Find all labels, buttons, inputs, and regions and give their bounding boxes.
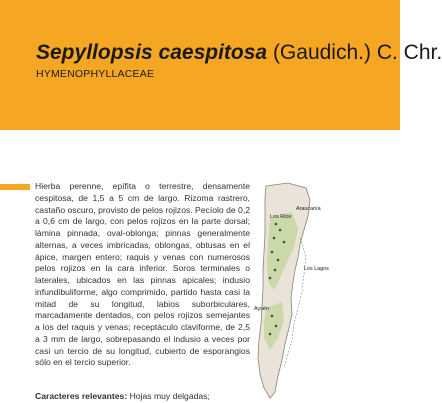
occurrence-dot — [269, 277, 272, 280]
relevant-characters-text: Hojas muy delgadas; — [127, 391, 210, 401]
distribution-map-svg — [248, 178, 358, 400]
occurrence-dot — [271, 251, 274, 254]
occurrence-dot — [275, 325, 278, 328]
region-label-aysen: Aysén — [254, 306, 269, 312]
section-marker — [0, 184, 30, 190]
occurrence-dot — [273, 237, 276, 240]
species-description: Hierba perenne, epífita o terrestre, densamente cespitosa, de 1,5 a 5 cm de largo. Rizoma rastrero, castaño oscuro, provisto de pelos rojizos. Pecíolo de 0,2 a 0,6 cm de largo, con pelos rojizos en la parte dorsal; lámina pinnada, oval-oblonga; pinnas generalmente alternas, a veces imbricadas, oblongas, obtusas en el ápice, margen entero; raquis y venas con numerosos pelos rojizos en la cara inferior. Soros terminales o laterales, ubicados en las pinnas apicales; indusio infundibuliforme, algo comprimido, partido hasta casi la mitad de su longitud, labios suborbiculares, marcadamente dentados, con pelos rojizos semejantes a los del raquis y venas; receptáculo claviforme, de 2,5 a 3 mm de largo, sobrepasando el indusio a veces por casi un tercio de su longitud, cubierto de esporangios sólo en el tercio superior. — [35, 181, 250, 368]
occurrence-dot — [283, 241, 286, 244]
family-name: HYMENOPHYLLACEAE — [36, 68, 155, 80]
species-name: Sepyllopsis caespitosa — [36, 41, 268, 64]
relevant-characters — [35, 391, 250, 403]
region-label-los-lagos: Los Lagos — [304, 266, 329, 272]
occurrence-dot — [277, 259, 280, 262]
region-label-araucania: Araucanía — [296, 206, 321, 212]
species-title — [36, 40, 442, 66]
region-label-los-rios: Los Ríos — [270, 214, 292, 220]
occurrence-dot — [271, 315, 274, 318]
occurrence-dot — [275, 223, 278, 226]
occurrence-dot — [279, 229, 282, 232]
species-authority: (Gaudich.) C. Chr. — [267, 41, 442, 64]
relevant-characters-label: Caracteres relevantes: — [35, 391, 128, 401]
distribution-map — [248, 178, 358, 400]
occurrence-dot — [274, 269, 277, 272]
occurrence-dot — [269, 333, 272, 336]
